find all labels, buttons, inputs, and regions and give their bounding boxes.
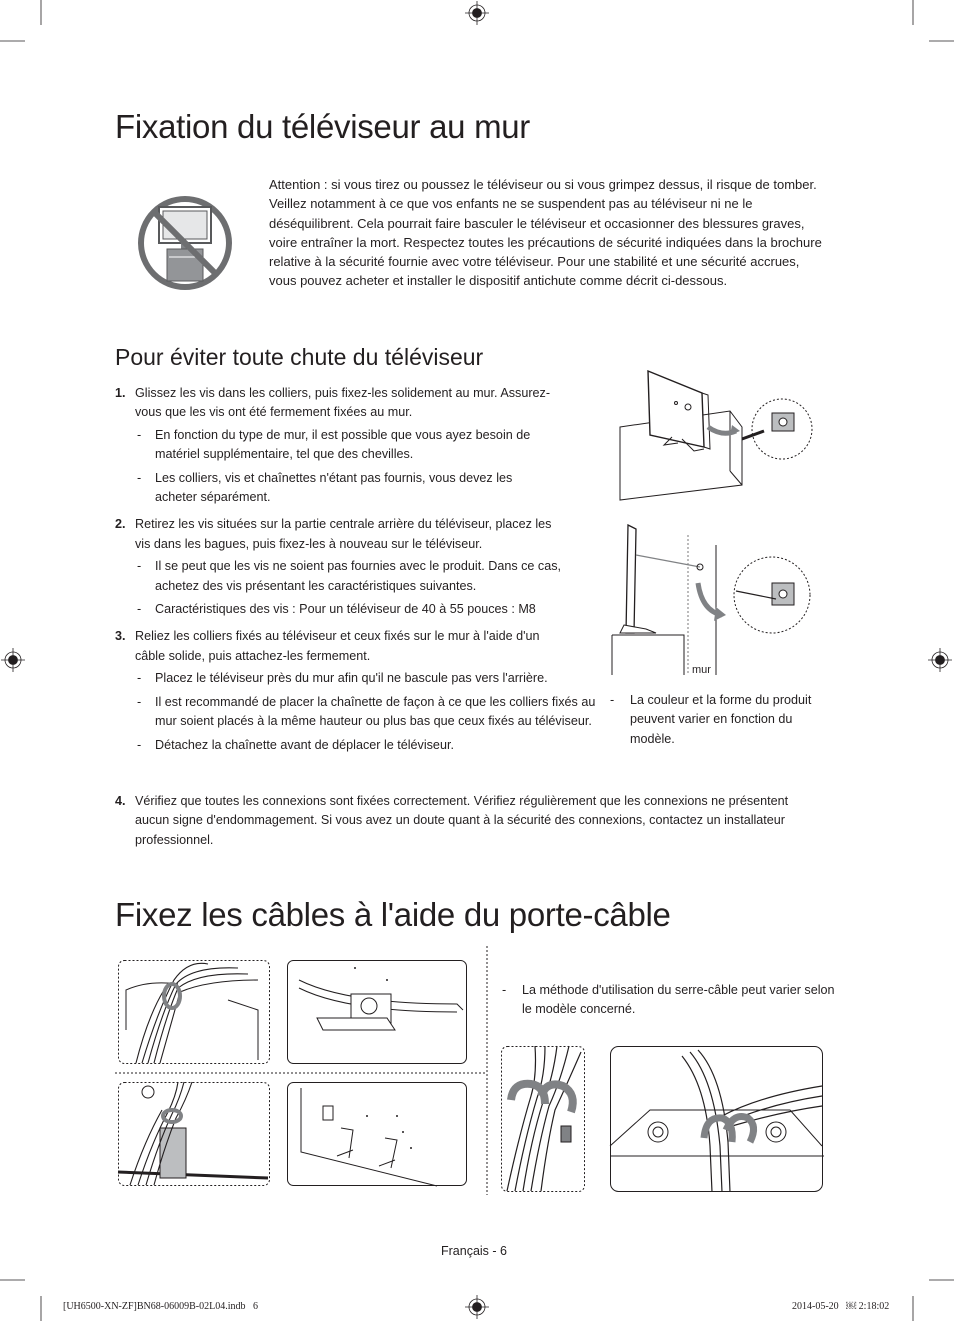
cable-holder-illustration-2 (287, 960, 467, 1064)
step-subitem: - Les colliers, vis et chaînettes n'étant pas fournis, vous devez les acheter séparément. (135, 469, 555, 508)
tv-stand-bracket-illustration (612, 365, 822, 515)
file-name: [UH6500-XN-ZF]BN68-06009B-02L04.indb 6 (63, 1301, 258, 1312)
section-subtitle: Pour éviter toute chute du téléviseur (115, 344, 484, 370)
page-title: Fixation du téléviseur au mur (115, 108, 530, 145)
registration-mark-right (928, 648, 952, 672)
step-text: Reliez les colliers fixés au téléviseur et ceux fixés sur le mur à l'aide d'un câble solide, puis attachez-les fermement. (135, 629, 540, 663)
step-number: 3. (115, 629, 126, 644)
step-text: Glissez les vis dans les colliers, puis fixez-les solidement au mur. Assurez-vous que les vis ont été fermement fixées au mur. (135, 386, 551, 420)
page-number: Français - 6 (441, 1244, 507, 1258)
cable-holder-illustration-3 (118, 1082, 270, 1186)
step-text: Retirez les vis situées sur la partie centrale arrière du téléviseur, placez les vis dans les bagues, puis fixez-les à nouveau sur le téléviseur. (135, 517, 552, 551)
cable-holder-illustration-4 (287, 1082, 467, 1186)
step-2 (115, 515, 600, 619)
step-number: 2. (115, 517, 126, 532)
cable-holder-illustration-1 (118, 960, 270, 1064)
step-number: 4. (115, 794, 126, 808)
step-subitem: - Détachez la chaînette avant de déplacer le téléviseur. (135, 736, 595, 755)
cable-section-title: Fixez les câbles à l'aide du porte-câble (115, 896, 671, 933)
no-climbing-warning-icon (137, 195, 233, 291)
registration-mark-left (1, 648, 25, 672)
step-text: Vérifiez que toutes les connexions sont fixées correctement. Vérifiez régulièrement que les connexions ne présentent aucun signe d'endommagement. Si vous avez un doute quant à la sécurité des connexions, contactez un installateur professionnel. (135, 794, 789, 847)
step-subitem: - En fonction du type de mur, il est possible que vous ayez besoin de matériel supplémentaire, tel que des chevilles. (135, 426, 555, 465)
step-number: 1. (115, 386, 126, 400)
step-1 (115, 384, 600, 507)
steps-list (115, 384, 600, 759)
cable-holder-note: - La méthode d'utilisation du serre-câble peut varier selon le modèle concerné. (500, 981, 842, 1020)
step-subitem: - Il se peut que les vis ne soient pas fournies avec le produit. Dans ce cas, achetez des vis présentant les caractéristiques suivantes. (135, 557, 565, 596)
step-3 (115, 627, 600, 754)
step-subitem: - Il est recommandé de placer la chaînette de façon à ce que les colliers fixés au mur soient placés à la même hauteur ou plus bas que ceux fixés au téléviseur. (135, 693, 600, 732)
step-4 (115, 792, 825, 850)
print-timestamp: 2014-05-20 ￼ 2:18:02 (792, 1301, 890, 1312)
step-subitem: - Placez le téléviseur près du mur afin qu'il ne bascule pas vers l'arrière. (135, 669, 595, 688)
product-appearance-note: - La couleur et la forme du produit peuvent varier en fonction du modèle. (608, 691, 835, 749)
cable-clip-closeup-illustration (501, 1046, 585, 1192)
tv-wall-chain-illustration (612, 525, 822, 675)
registration-mark-top (465, 1, 489, 25)
registration-mark-bottom (465, 1295, 489, 1319)
safety-warning-text: Attention : si vous tirez ou poussez le téléviseur ou si vous grimpez dessus, il risque de tomber. Veillez notamment à ce que vos enfants ne se suspendent pas au téléviseur ni ne le déséquilibrent. Cela pourrait faire basculer le téléviseur et occasionner des blessures graves, voire entraîner la mort. Respectez toutes les précautions de sécurité indiquées dans la brochure relative à la sécurité fournie avec votre téléviseur. Pour une stabilité et une sécurité accrues, vous pouvez acheter et installer le dispositif antichute comme décrit ci-dessous. (269, 177, 822, 289)
wall-label: mur (692, 664, 711, 676)
cable-rear-closeup-illustration (610, 1046, 824, 1192)
step-subitem: - Caractéristiques des vis : Pour un téléviseur de 40 à 55 pouces : M8 (135, 600, 585, 619)
